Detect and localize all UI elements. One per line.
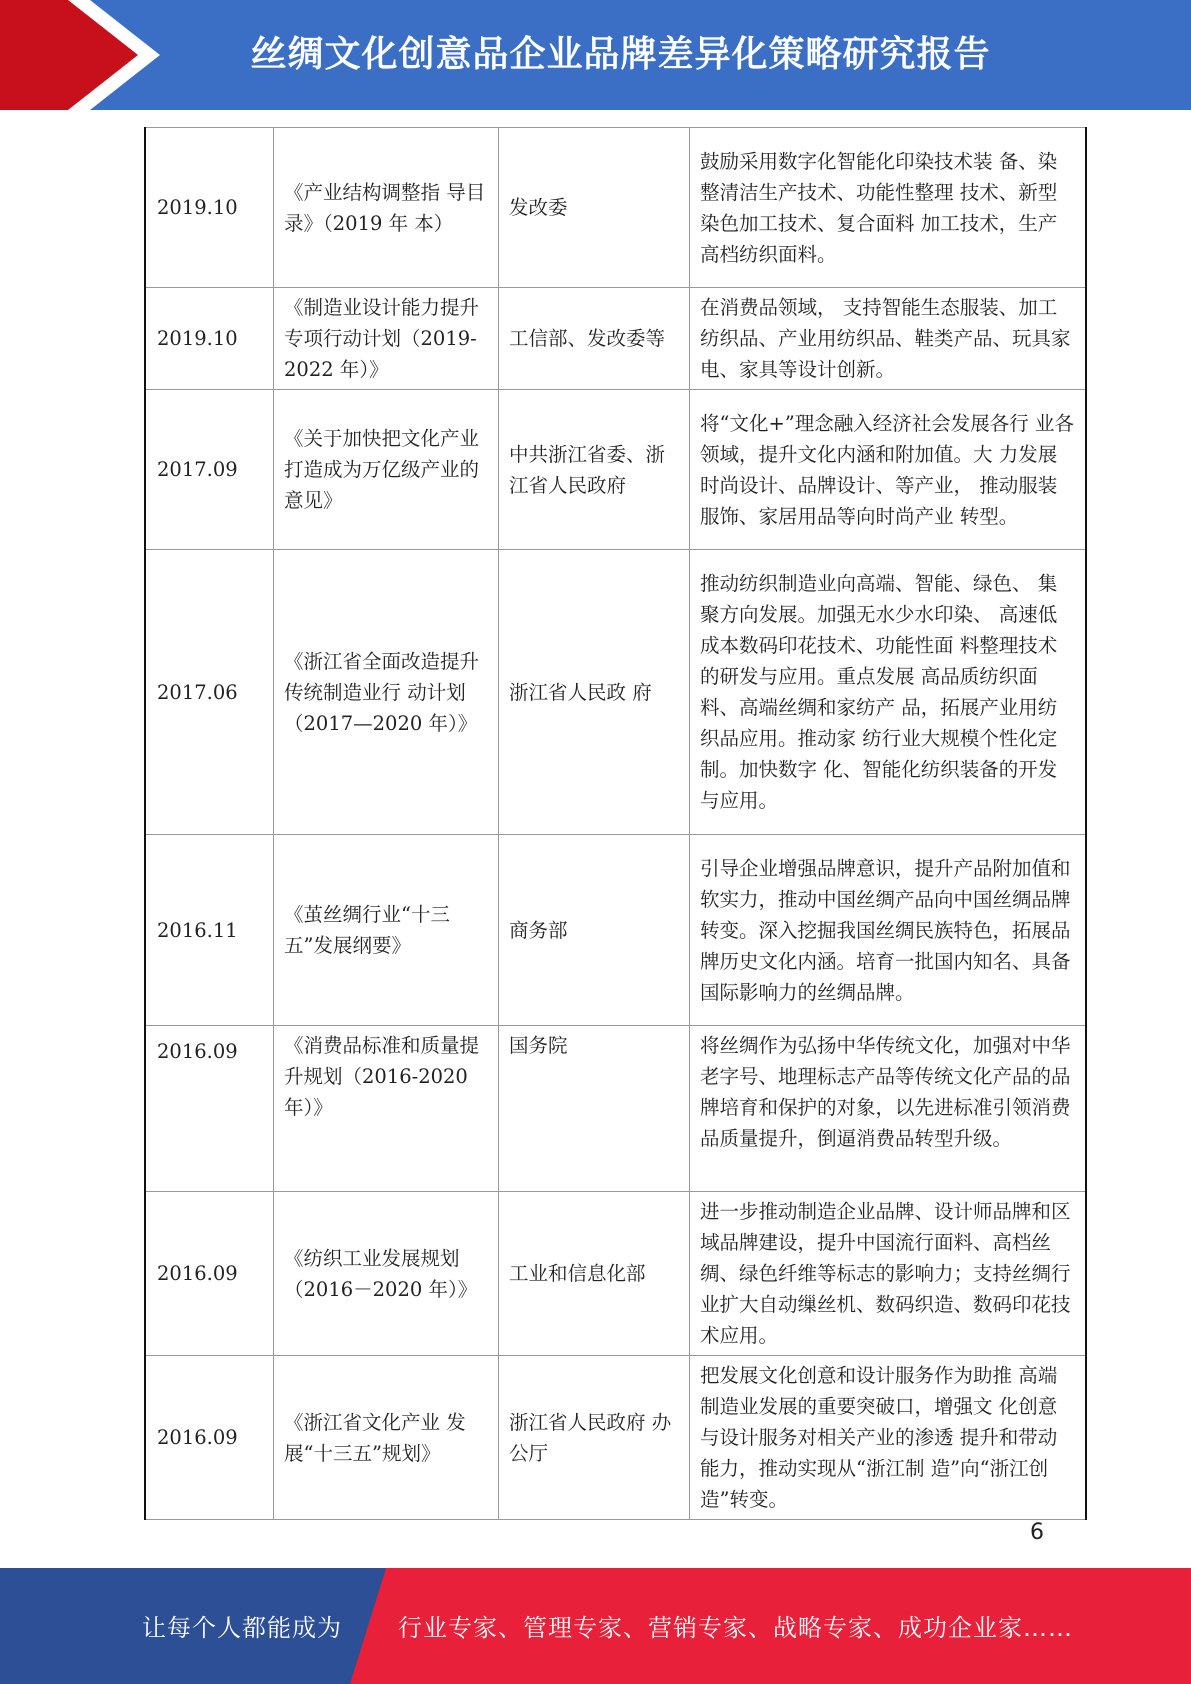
row-department: 商务部 [499,835,690,1026]
row-date: 2017.09 [145,390,274,550]
row-content: 把发展文化创意和设计服务作为助推 高端制造业发展的重要突破口，增强文 化创意与设计服务对相关产业的渗透 提升和带动能力，推动实现从“浙江制 造”向“浙江创造”转变。 [690,1356,1087,1520]
row-department: 发改委 [499,128,690,288]
table-row [145,550,1086,835]
page-title: 丝绸文化创意品企业品牌差异化策略研究报告 [250,34,991,75]
table-row [145,288,1086,390]
row-date: 2016.09 [145,1356,274,1520]
page-number: 6 [1030,1520,1044,1545]
row-content: 推动纺织制造业向高端、智能、绿色、 集聚方向发展。加强无水少水印染、 高速低成本数码印花技术、功能性面 料整理技术的研发与应用。重点发展 高品质纺织面料、高端丝绸和家纺产 品，拓展产业用纺织品应用。推动家 纺行业大规模个性化定制。加快数字 化、智能化纺织装备的开发与应用。 [690,550,1087,835]
header-red-arrow [0,0,150,110]
footer-slogan-left: 让每个人都能成为 [142,1614,342,1642]
row-date: 2019.10 [145,288,274,390]
row-date: 2016.09 [145,1192,274,1356]
row-content: 引导企业增强品牌意识，提升产品附加值和软实力，推动中国丝绸产品向中国丝绸品牌转变。深入挖掘我国丝绸民族特色，拓展品牌历史文化内涵。培育一批国内知名、具备国际影响力的丝绸品牌。 [690,835,1087,1026]
row-document: 《纺织工业发展规划（2016－2020 年）》 [274,1192,499,1356]
row-department: 工业和信息化部 [499,1192,690,1356]
row-department: 国务院 [499,1026,690,1192]
row-date: 2016.11 [145,835,274,1026]
row-document: 《浙江省文化产业 发展“十三五”规划》 [274,1356,499,1520]
row-date: 2016.09 [145,1026,274,1192]
row-document: 《产业结构调整指 导目录》（2019 年 本） [274,128,499,288]
footer-slogan-right: 行业专家、管理专家、营销专家、战略专家、成功企业家…… [398,1614,1073,1642]
row-department: 浙江省人民政府 办公厅 [499,1356,690,1520]
row-department: 工信部、发改委等 [499,288,690,390]
policy-table [144,127,1087,1520]
header-banner [0,0,1191,110]
row-document: 《制造业设计能力提升专项行动计划（2019-2022 年）》 [274,288,499,390]
row-document: 《消费品标准和质量提升规划（2016-2020 年）》 [274,1026,499,1192]
row-content: 鼓励采用数字化智能化印染技术装 备、染整清洁生产技术、功能性整理 技术、新型染色加工技术、复合面料 加工技术，生产高档纺织面料。 [690,128,1087,288]
row-content: 将“文化+”理念融入经济社会发展各行 业各领域，提升文化内涵和附加值。大 力发展时尚设计、品牌设计、等产业， 推动服装服饰、家居用品等向时尚产业 转型。 [690,390,1087,550]
table-row [145,835,1086,1026]
row-date: 2017.06 [145,550,274,835]
table-row [145,1192,1086,1356]
row-content: 将丝绸作为弘扬中华传统文化，加强对中华老字号、地理标志产品等传统文化产品的品牌培育和保护的对象，以先进标准引领消费品质量提升，倒逼消费品转型升级。 [690,1026,1087,1192]
row-document: 《茧丝绸行业“十三五”发展纲要》 [274,835,499,1026]
row-content: 进一步推动制造企业品牌、设计师品牌和区域品牌建设，提升中国流行面料、高档丝绸、绿色纤维等标志的影响力；支持丝绸行业扩大自动缫丝机、数码织造、数码印花技术应用。 [690,1192,1087,1356]
table-row [145,128,1086,288]
row-department: 中共浙江省委、浙江省人民政府 [499,390,690,550]
row-document: 《关于加快把文化产业打造成为万亿级产业的意见》 [274,390,499,550]
row-document: 《浙江省全面改造提升传统制造业行 动计划（2017—2020 年）》 [274,550,499,835]
footer-banner [0,1568,1191,1684]
row-date: 2019.10 [145,128,274,288]
row-content: 在消费品领域， 支持智能生态服装、加工纺织品、产业用纺织品、鞋类产品、玩具家电、家具等设计创新。 [690,288,1087,390]
table-row [145,1356,1086,1520]
table-row [145,1026,1086,1192]
table-row [145,390,1086,550]
row-department: 浙江省人民政 府 [499,550,690,835]
